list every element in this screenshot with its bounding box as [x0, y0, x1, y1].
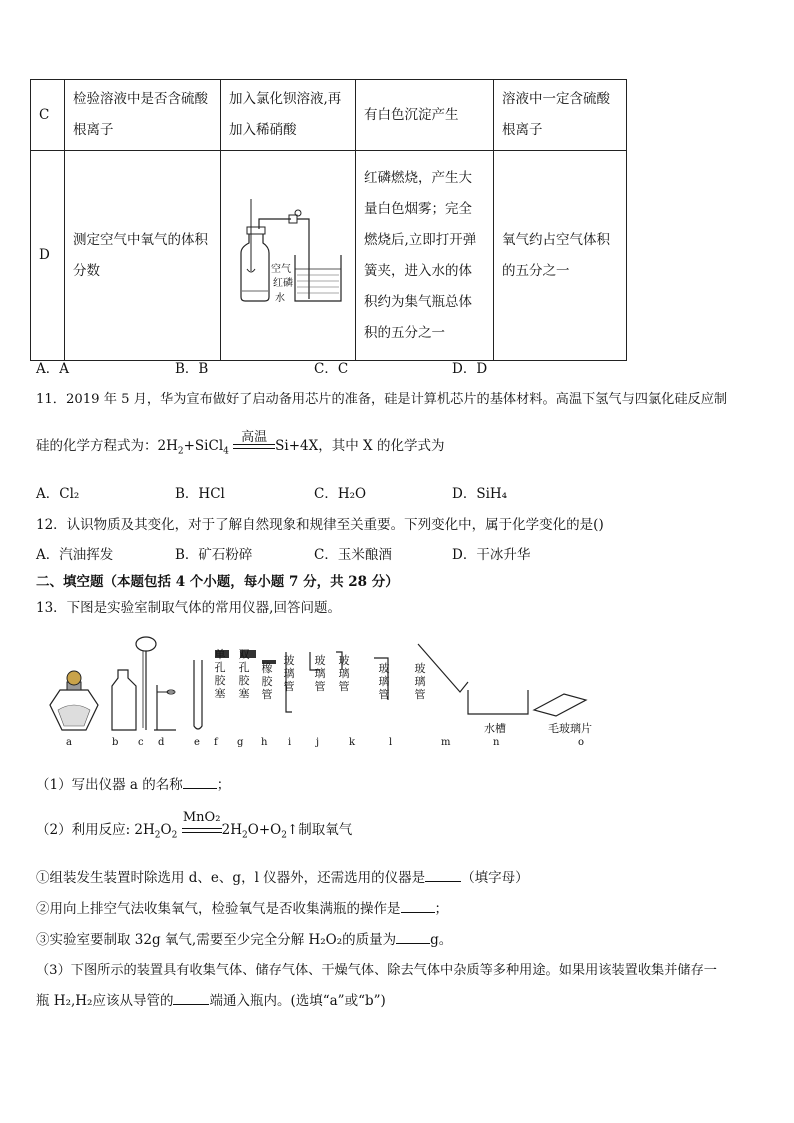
- q12-stem: 12．认识物质及其变化，对于了解自然现象和规律至关重要。下列变化中，属于化学变化的是(): [36, 517, 604, 533]
- letter-b: b: [112, 737, 119, 748]
- high-temp-equals-sign: [233, 429, 275, 454]
- label-double-stopper: 双孔胶塞: [238, 648, 250, 700]
- q13-part2: （2）利用反应: $2H_2O_2$ MnO₂ $2H_2O+O_2↑$制取氧气: [36, 809, 353, 841]
- label-glass-tube-1: 玻璃管: [283, 654, 295, 693]
- letter-f: f: [214, 737, 218, 748]
- reaction-condition: 高温: [241, 429, 268, 445]
- phosphorus-experiment-diagram: [221, 151, 356, 348]
- label-trough: 水槽: [484, 722, 506, 735]
- q12-option-a: A．汽油挥发: [36, 547, 114, 563]
- label-glass-tube-3: 玻璃管: [338, 654, 350, 693]
- table-row: [31, 80, 627, 151]
- answer-blank: [396, 931, 430, 944]
- label-air: 空气: [271, 264, 291, 275]
- row-conclusion: 氧气约占空气体积的五分之一: [494, 151, 627, 361]
- label-glass-tube-5: 玻璃管: [414, 662, 426, 701]
- label-phosphorus: 红磷: [273, 278, 293, 289]
- label-glass-plate: 毛玻璃片: [548, 722, 592, 735]
- q10-option-a: A．A: [36, 361, 69, 377]
- q11-stem-line1: 11．2019 年 5 月，华为宣布做好了启动备用芯片的准备，硅是计算机芯片的基体材料。高温下氢气与四氯化硅反应制: [36, 392, 728, 407]
- label-glass-tube-2: 玻璃管: [314, 654, 326, 693]
- letter-o: o: [578, 737, 585, 748]
- alcohol-lamp-icon: [50, 671, 98, 730]
- q13-part1: （1）写出仪器 a 的名称 ；: [36, 777, 231, 793]
- row-method-diagram: [221, 151, 356, 361]
- label-water: 水: [275, 293, 285, 304]
- q13-sub2: ②用向上排空气法收集氧气，检验氧气是否收集满瓶的操作是 ；: [36, 901, 448, 917]
- row-conclusion: 溶液中一定含硫酸根离子: [494, 80, 627, 151]
- reaction-catalyst: MnO₂: [182, 809, 221, 825]
- row-method: 加入氯化钡溶液,再加入稀硝酸: [221, 80, 356, 151]
- q13-part3-line1: （3）下图所示的装置具有收集气体、储存气体、干燥气体、除去气体中杂质等多种用途。如果用该装置收集并储存一: [36, 963, 717, 978]
- q11-equation: 硅的化学方程式为：$2H_2+SiCl_4$ 高温 Si+4X，其中 X 的化学式为: [36, 434, 444, 457]
- q13-sub1: ①组装发生装置时除选用 d、e、g，l 仪器外，还需选用的仪器是 （填字母）: [36, 870, 529, 886]
- letter-j: j: [316, 737, 320, 748]
- letter-i: i: [288, 737, 292, 748]
- row-phenomenon: 有白色沉淀产生: [356, 80, 494, 151]
- letter-k: k: [349, 737, 356, 748]
- answer-blank: [183, 776, 217, 789]
- label-rubber-tube: 橡胶管: [261, 662, 273, 701]
- section-heading: 二、填空题（本题包括 4 个小题，每小题 7 分，共 28 分）: [36, 574, 399, 590]
- q13-stem: 13．下图是实验室制取气体的常用仪器,回答问题。: [36, 600, 341, 616]
- letter-a: a: [66, 737, 72, 748]
- letter-c: c: [138, 737, 144, 748]
- experiment-table: [30, 79, 627, 361]
- row-purpose: 检验溶液中是否含硫酸根离子: [65, 80, 221, 151]
- answer-blank: [173, 992, 209, 1005]
- letter-e: e: [194, 737, 200, 748]
- letter-n: n: [493, 737, 500, 748]
- q10-option-c: C．C: [314, 361, 349, 377]
- answer-blank: [401, 900, 435, 913]
- q12-option-c: C．玉米酿酒: [314, 547, 392, 563]
- label-single-stopper: 单孔胶塞: [214, 648, 226, 700]
- letter-m: m: [441, 737, 451, 748]
- q12-option-d: D．干冰升华: [452, 547, 531, 563]
- q11-option-a: A．Cl₂: [36, 486, 80, 502]
- row-purpose: 测定空气中氧气的体积分数: [65, 151, 221, 361]
- letter-l: l: [389, 737, 393, 748]
- letter-h: h: [261, 737, 268, 748]
- row-phenomenon: 红磷燃烧，产生大量白色烟雾；完全燃烧后,立即打开弹簧夹，进入水的体积约为集气瓶总体积的五分之一: [356, 151, 494, 361]
- q12-option-b: B．矿石粉碎: [175, 547, 253, 563]
- q13-sub3: ③实验室要制取 32g 氧气,需要至少完全分解 H₂O₂的质量为 g。: [36, 932, 453, 948]
- catalyst-equals-sign: [182, 809, 222, 838]
- table-row: [31, 151, 627, 361]
- q11-option-d: D．SiH₄: [452, 486, 508, 502]
- label-glass-tube-4: 玻璃管: [378, 662, 390, 701]
- q10-option-b: B．B: [175, 361, 209, 377]
- answer-blank: [425, 869, 461, 882]
- letter-g: g: [237, 737, 244, 748]
- q13-part3-line2: 瓶 H₂,H₂应该从导管的 端通入瓶内。(选填“a”或“b”): [36, 993, 386, 1009]
- letter-d: d: [158, 737, 165, 748]
- q11-option-c: C．H₂O: [314, 486, 367, 502]
- q11-option-b: B．HCl: [175, 486, 225, 502]
- row-key: D: [31, 151, 65, 361]
- q10-option-d: D．D: [452, 361, 488, 377]
- row-key: C: [31, 80, 65, 151]
